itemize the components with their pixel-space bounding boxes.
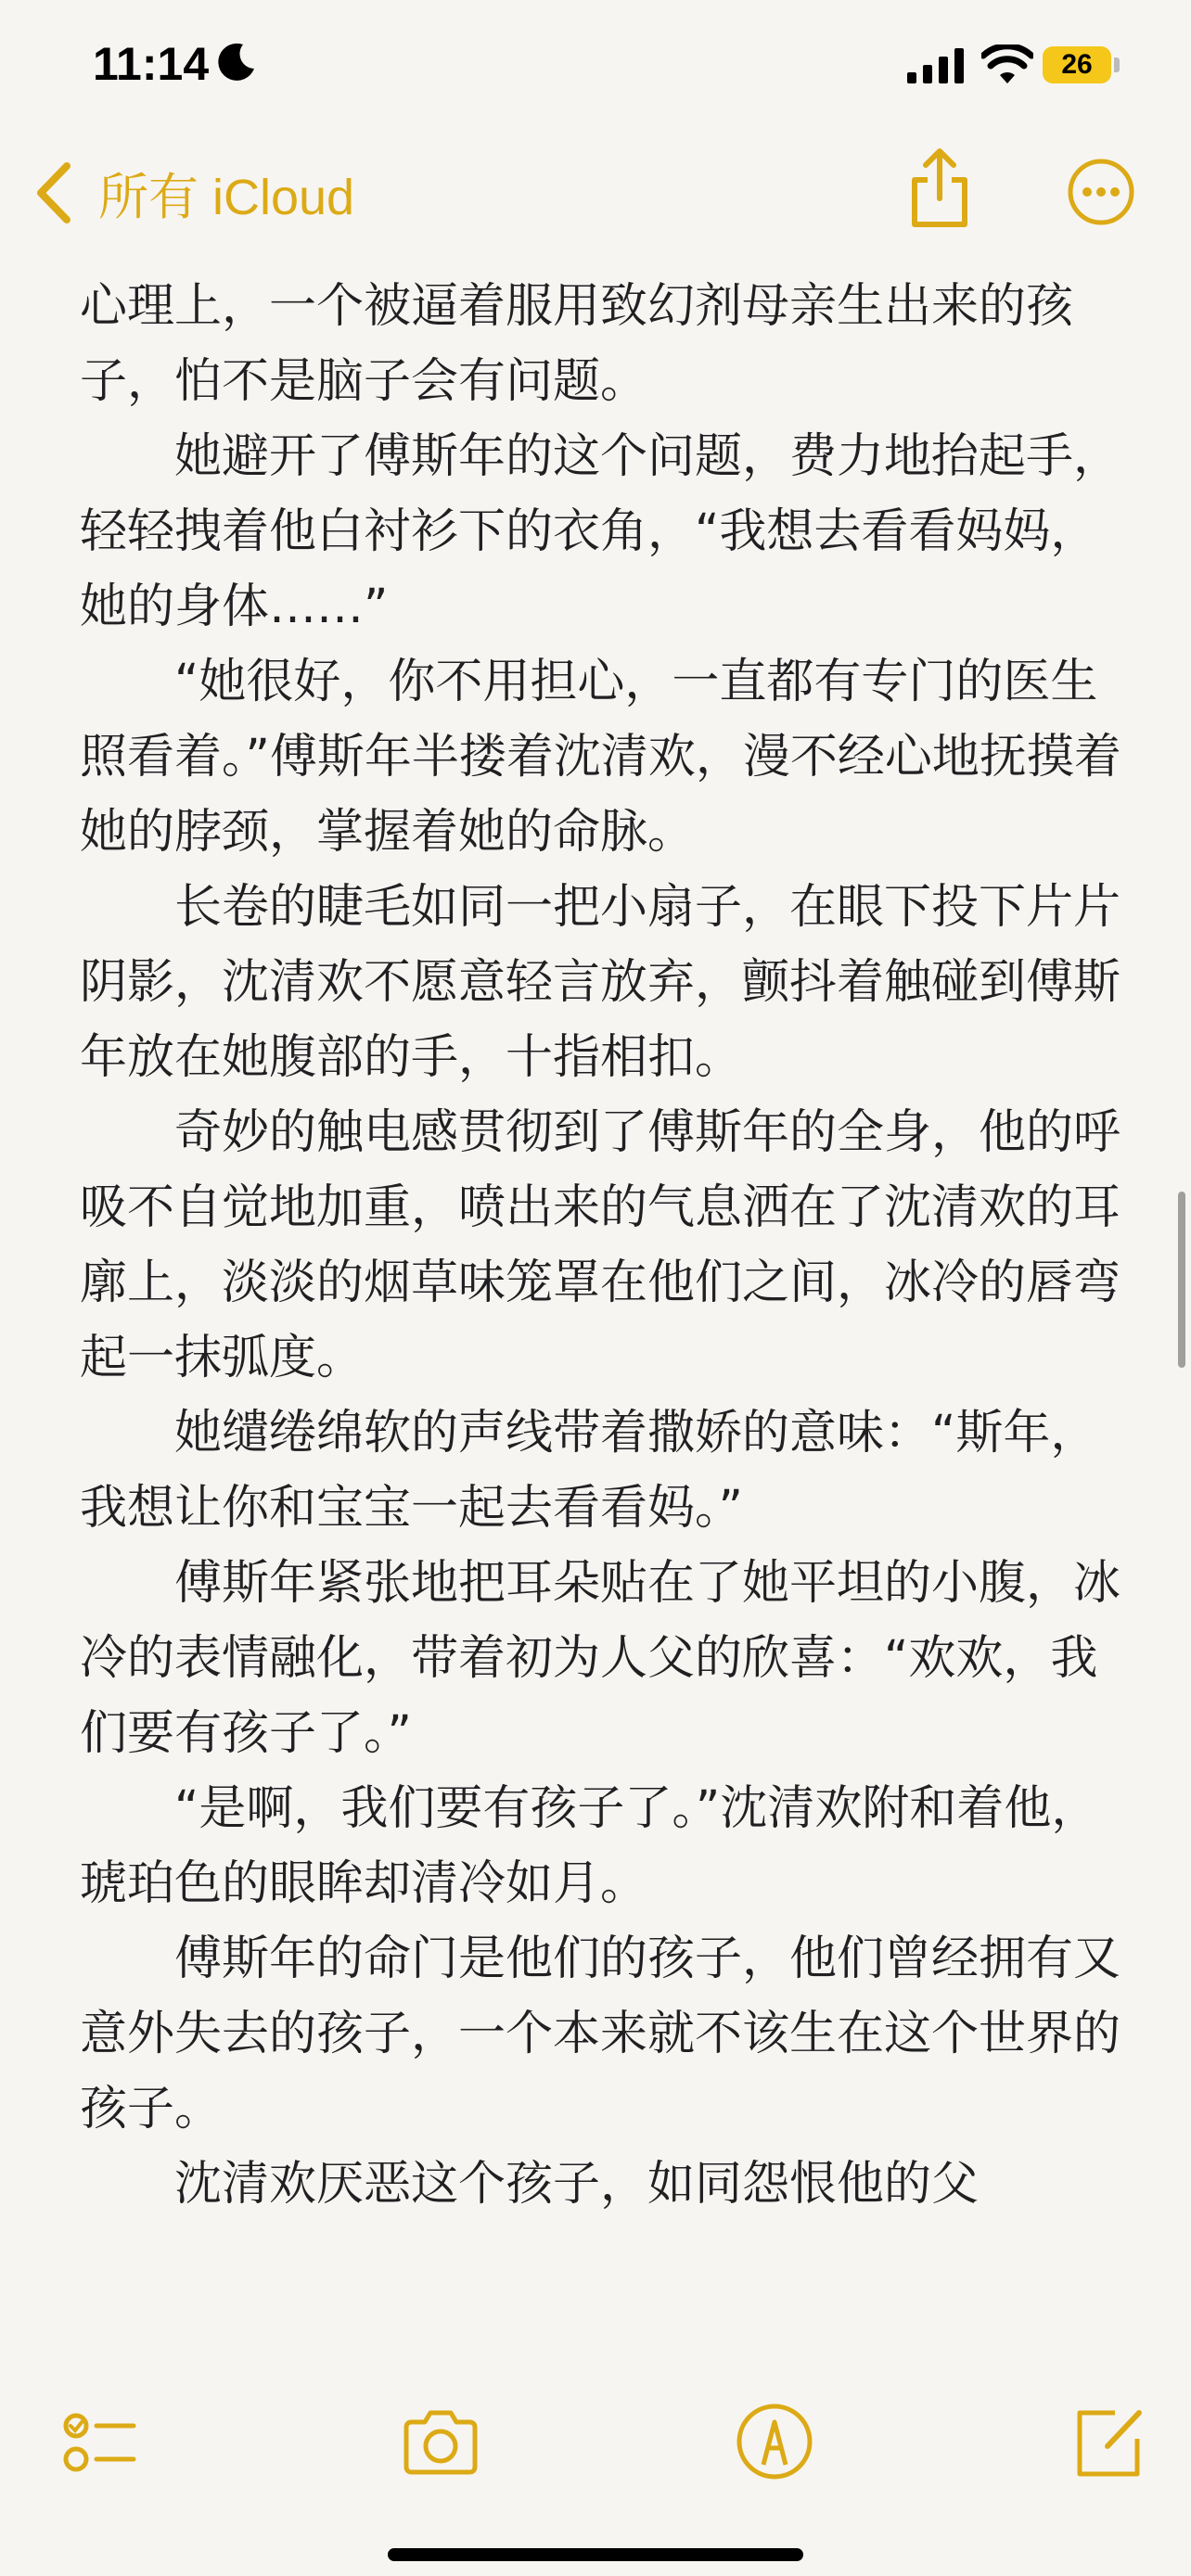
status-time: 11:14 xyxy=(93,38,210,90)
wifi-icon xyxy=(981,45,1033,83)
focus-moon-icon xyxy=(215,41,258,83)
checklist-icon[interactable] xyxy=(56,2400,139,2483)
more-icon[interactable] xyxy=(1067,158,1135,226)
share-icon[interactable] xyxy=(907,147,972,230)
note-paragraph: 心理上，一个被逼着服用致幻剂母亲生出来的孩子，怕不是脑子会有问题。 xyxy=(80,279,1074,409)
note-paragraph: 傅斯年的命门是他们的孩子，他们曾经拥有又意外失去的孩子，一个本来就不该生在这个世界的孩子。 xyxy=(80,1932,1121,2136)
note-paragraph: “她很好，你不用担心，一直都有专门的医生照看着。”傅斯年半搂着沈清欢，漫不经心地抚摸着她的脖颈，掌握着她的命脉。 xyxy=(80,655,1121,860)
back-button[interactable] xyxy=(33,156,354,230)
compose-icon[interactable] xyxy=(1067,2400,1150,2483)
bottom-toolbar xyxy=(0,2374,1191,2513)
home-indicator[interactable] xyxy=(388,2548,803,2561)
chevron-left-icon xyxy=(33,160,74,225)
note-paragraph: 她避开了傅斯年的这个问题，费力地抬起手，轻轻拽着他白衬衫下的衣角，“我想去看看妈妈，她的身体……” xyxy=(80,429,1121,634)
back-label: 所有 iCloud xyxy=(98,169,355,225)
battery-indicator: 26 xyxy=(1043,46,1111,83)
battery-cap xyxy=(1114,57,1120,72)
note-paragraph: 傅斯年紧张地把耳朵贴在了她平坦的小腹，冰冷的表情融化，带着初为人父的欣喜：“欢欢，我们要有孩子了。” xyxy=(80,1556,1121,1761)
camera-icon[interactable] xyxy=(399,2400,482,2483)
note-paragraph: “是啊，我们要有孩子了。”沈清欢附和着他，琥珀色的眼眸却清冷如月。 xyxy=(80,1781,1099,1911)
navigation-bar xyxy=(0,130,1191,250)
note-paragraph: 她缱绻绵软的声线带着撒娇的意味：“斯年，我想让你和宝宝一起去看看妈。” xyxy=(80,1406,1098,1536)
cellular-signal-icon xyxy=(907,48,967,83)
note-paragraph: 沈清欢厌恶这个孩子，如同怨恨他的父 xyxy=(174,2157,980,2212)
status-bar xyxy=(0,0,1191,130)
note-paragraph: 长卷的睫毛如同一把小扇子，在眼下投下片片阴影，沈清欢不愿意轻言放弃，颤抖着触碰到傅斯年放在她腹部的手，十指相扣。 xyxy=(80,880,1121,1085)
note-paragraph: 奇妙的触电感贯彻到了傅斯年的全身，他的呼吸不自觉地加重，喷出来的气息洒在了沈清欢的耳廓上，淡淡的烟草味笼罩在他们之间，冰冷的唇弯起一抹弧度。 xyxy=(80,1105,1121,1385)
note-body[interactable] xyxy=(80,269,1128,2369)
scroll-indicator[interactable] xyxy=(1178,1192,1185,1368)
markup-pen-icon[interactable] xyxy=(733,2400,816,2483)
